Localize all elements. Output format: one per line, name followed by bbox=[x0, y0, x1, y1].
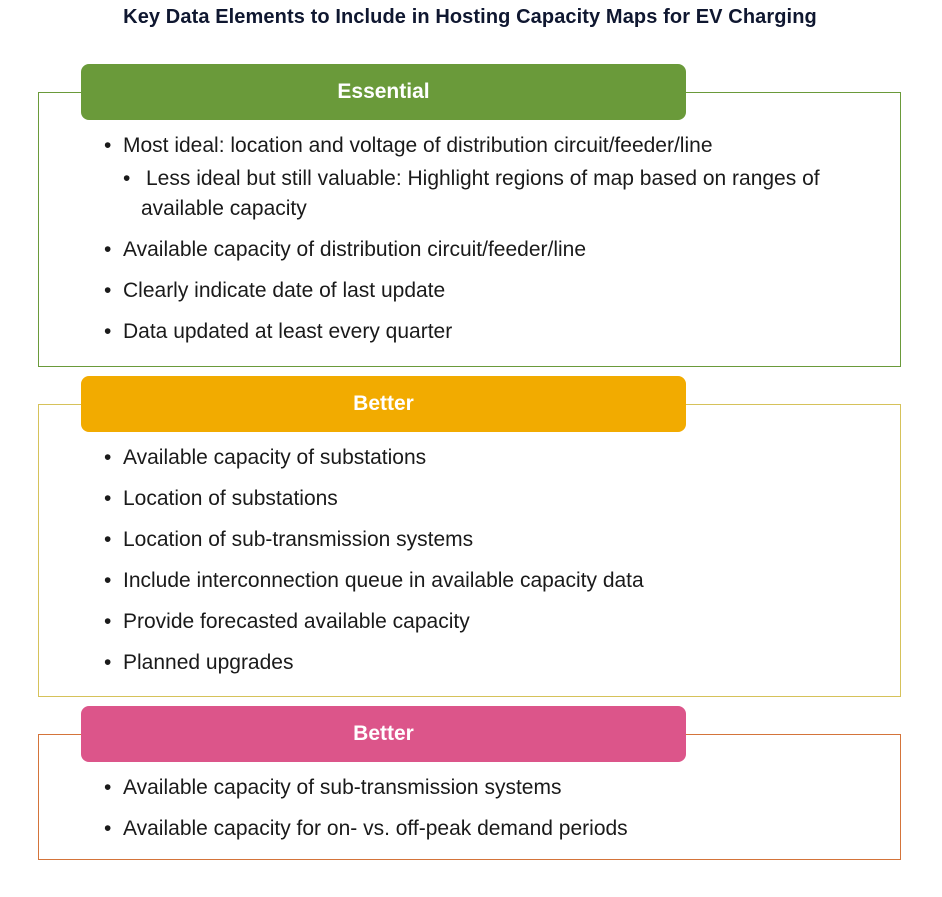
list-item: • Available capacity of sub-transmission systems bbox=[104, 774, 628, 802]
essential-header bbox=[81, 64, 686, 120]
list-item: • Planned upgrades bbox=[104, 649, 644, 677]
essential-sub-item bbox=[123, 164, 823, 224]
essential-header-label: Essential bbox=[337, 80, 430, 103]
better-pink-header bbox=[81, 706, 686, 762]
list-item: • Data updated at least every quarter bbox=[104, 318, 586, 346]
list-item: • Location of substations bbox=[104, 485, 644, 513]
better-pink-list bbox=[104, 774, 628, 856]
essential-list-cont bbox=[104, 236, 586, 359]
list-item: • Clearly indicate date of last update bbox=[104, 277, 586, 305]
better-header bbox=[81, 376, 686, 432]
list-item: • Location of sub-transmission systems bbox=[104, 526, 644, 554]
sub-item-text: Less ideal but still valuable: Highlight regions of map based on ranges of available capacity bbox=[141, 167, 820, 220]
page-title: Key Data Elements to Include in Hosting Capacity Maps for EV Charging bbox=[123, 6, 817, 28]
list-item: • Include interconnection queue in available capacity data bbox=[104, 567, 644, 595]
list-item: • Most ideal: location and voltage of distribution circuit/feeder/line bbox=[104, 132, 713, 160]
list-item: • Available capacity for on- vs. off-peak demand periods bbox=[104, 815, 628, 843]
better-list bbox=[104, 444, 644, 690]
list-item: • Available capacity of distribution circuit/feeder/line bbox=[104, 236, 586, 264]
better-header-label: Better bbox=[353, 392, 414, 415]
list-item: • Provide forecasted available capacity bbox=[104, 608, 644, 636]
list-item: • Available capacity of substations bbox=[104, 444, 644, 472]
sub-bullet: • bbox=[123, 167, 131, 190]
better-pink-header-label: Better bbox=[353, 722, 414, 745]
